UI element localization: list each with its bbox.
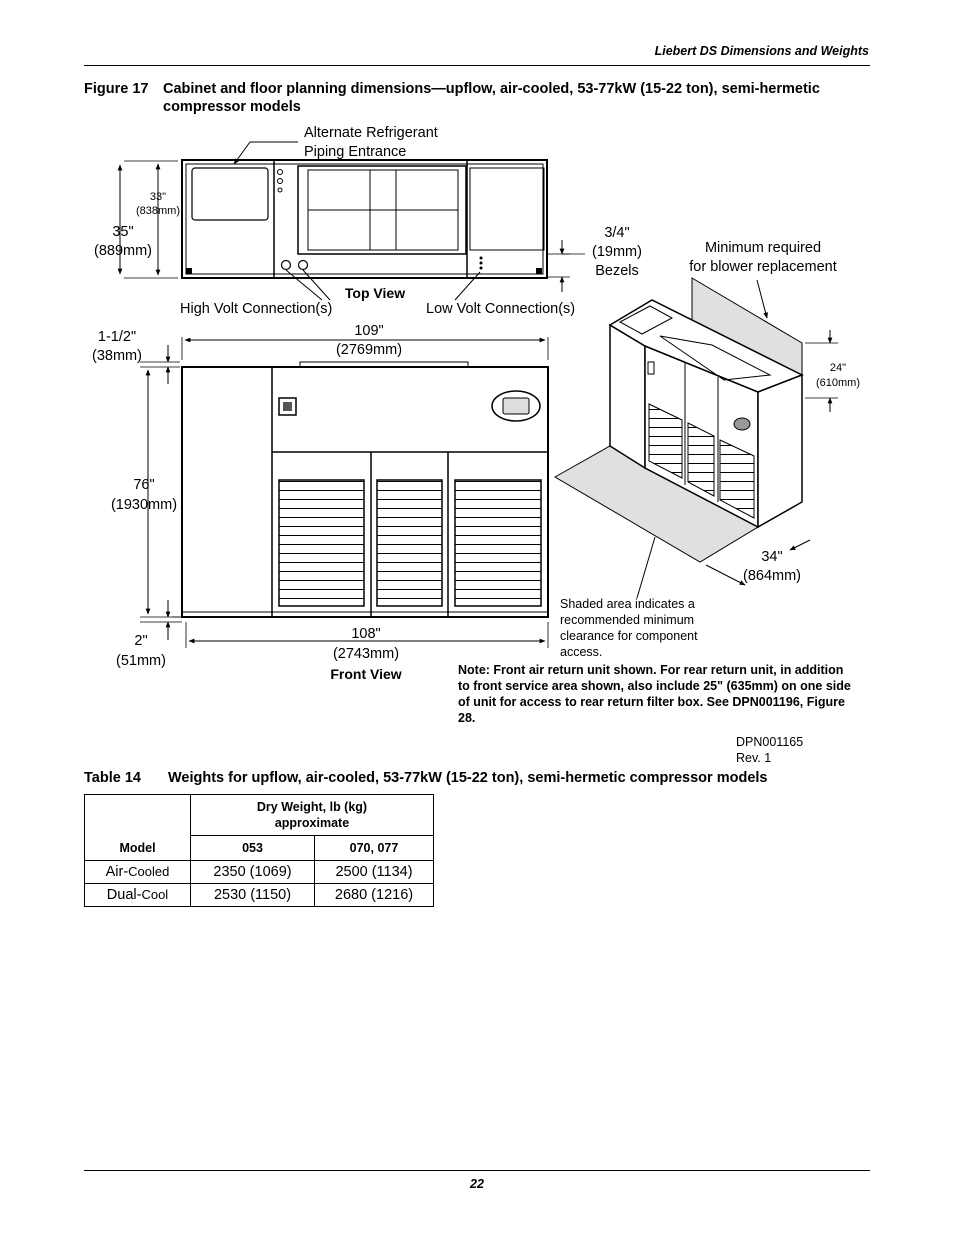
weight-070-077: 2500 (1134): [315, 861, 434, 884]
dim-24-mm: (610mm): [815, 377, 861, 389]
dim-108-in: 108": [351, 626, 381, 642]
refrigerant-callout-1: Alternate Refrigerant: [304, 125, 438, 141]
figure-number: Figure 17: [84, 81, 149, 97]
dim-34-in: 34": [761, 549, 783, 565]
header-dry-weight: [191, 795, 434, 836]
dim-2-mm: (51mm): [116, 653, 166, 669]
weights-table: [84, 794, 434, 907]
table-caption: [84, 770, 767, 786]
weight-053: 2350 (1069): [191, 861, 315, 884]
top-view: [94, 125, 642, 317]
front-view-title: Front View: [330, 666, 402, 682]
drawing-number: [736, 734, 803, 766]
figure-note: Note: Front air return unit shown. For rear return unit, in addition to front service area shown, also include 25" (635mm) on one side of unit for access to rear return filter box. See DPN001196, Figure 28.: [458, 663, 851, 725]
running-header: Liebert DS Dimensions and Weights: [654, 44, 869, 58]
iso-view: [555, 240, 860, 598]
model-prefix: Air-: [105, 864, 129, 880]
dim-109-in: 109": [354, 323, 384, 339]
dim-35-mm: (889mm): [93, 243, 153, 259]
table-number: Table 14: [84, 770, 141, 786]
dim-1half-mm: (38mm): [92, 348, 142, 364]
footer-rule: [84, 1170, 870, 1171]
dim-2-in: 2": [134, 633, 148, 649]
min-required-line2: for blower replacement: [689, 259, 837, 275]
dim-33-in: 33": [149, 191, 167, 203]
header-070-077: 070, 077: [315, 836, 434, 861]
dpn-revision: Rev. 1: [736, 751, 772, 765]
dim-24-in: 24": [829, 362, 847, 374]
top-view-title: Top View: [344, 285, 406, 301]
header-dry-weight-line1: Dry Weight, lb (kg): [256, 800, 368, 814]
dim-76-in: 76": [133, 477, 155, 493]
header-dry-weight-line2: approximate: [274, 816, 350, 830]
page-number: 22: [470, 1177, 484, 1191]
dim-bezel-label: Bezels: [595, 263, 639, 279]
header-053: 053: [191, 836, 315, 861]
model-suffix: Cooled: [128, 864, 170, 879]
figure-caption-line2: compressor models: [163, 99, 301, 115]
dim-35-in: 35": [112, 224, 134, 240]
table-row: [85, 861, 434, 884]
table-caption-text: Weights for upflow, air-cooled, 53-77kW (15-22 ton), semi-hermetic compressor models: [168, 770, 768, 786]
dim-34-mm: (864mm): [742, 568, 802, 584]
high-volt-label: High Volt Connection(s): [180, 301, 333, 317]
dim-76-mm: (1930mm): [110, 497, 178, 513]
weight-053: 2530 (1150): [191, 884, 315, 907]
dim-33-mm: (838mm): [135, 205, 181, 217]
dim-108-mm: (2743mm): [332, 646, 400, 662]
model-cell: [85, 884, 191, 907]
figure-caption-line1: Cabinet and floor planning dimensions—upflow, air-cooled, 53-77kW (15-22 ton), semi-hermetic: [163, 81, 820, 97]
dpn-number: DPN001165: [736, 735, 804, 749]
low-volt-label: Low Volt Connection(s): [426, 301, 576, 317]
dim-1half-in: 1-1/2": [97, 329, 137, 345]
shaded-area-note: Shaded area indicates a recommended minimum clearance for component access.: [560, 597, 698, 659]
min-required-line1: Minimum required: [704, 240, 822, 256]
refrigerant-callout-2: Piping Entrance: [304, 144, 407, 160]
model-suffix: Cool: [141, 887, 169, 902]
front-view: [92, 323, 548, 682]
dim-bezel-in: 3/4": [604, 225, 630, 241]
model-cell: [85, 861, 191, 884]
dim-109-mm: (2769mm): [335, 342, 403, 358]
header-model: Model: [85, 795, 191, 861]
weight-070-077: 2680 (1216): [315, 884, 434, 907]
table-row: [85, 884, 434, 907]
dim-bezel-mm: (19mm): [592, 244, 642, 260]
model-prefix: Dual-: [106, 887, 142, 903]
